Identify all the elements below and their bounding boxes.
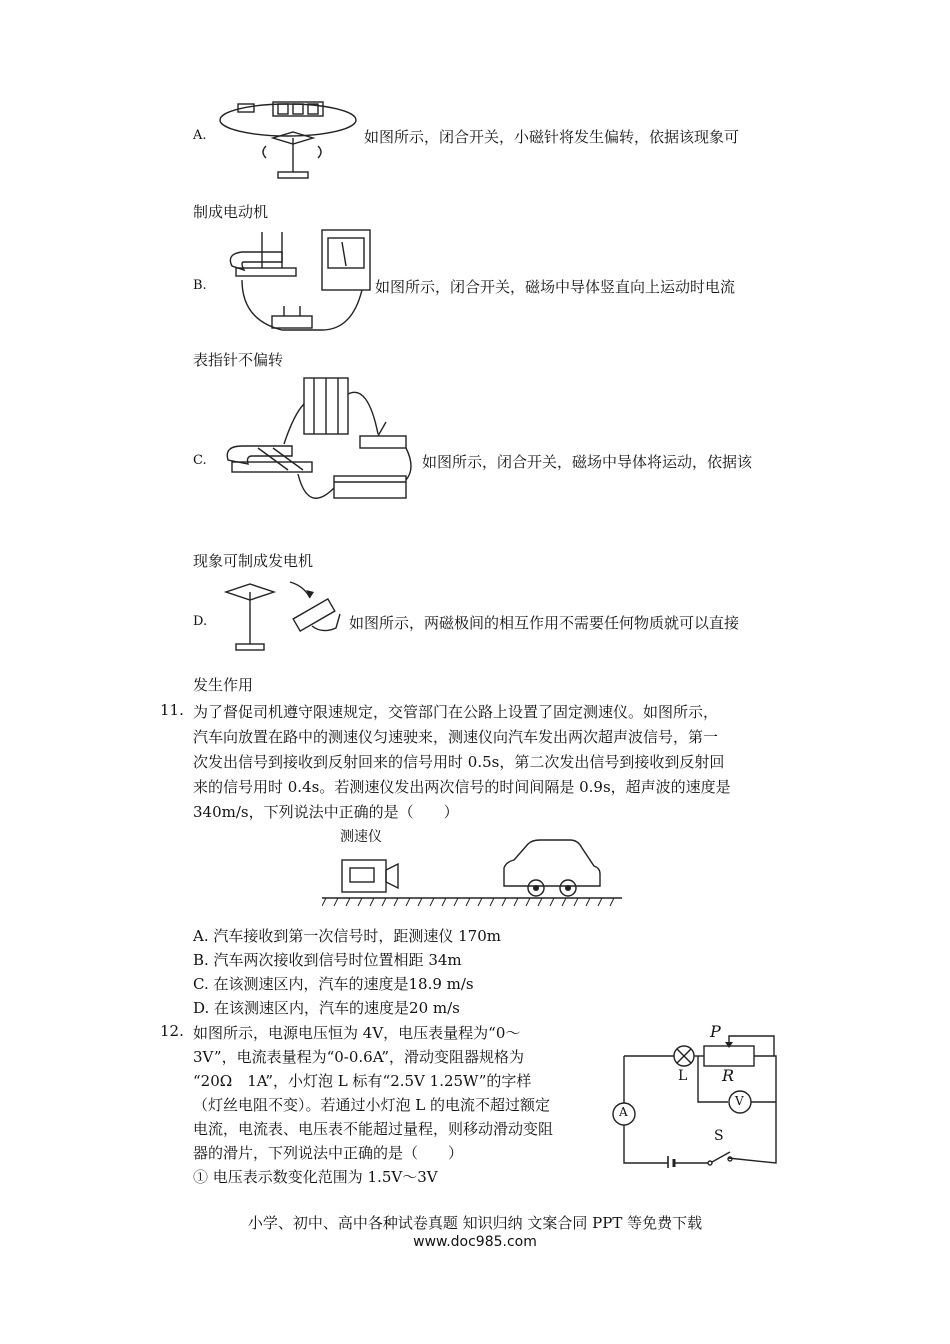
q12-line-7: ① 电压表示数变化范围为 1.5V～3V [193,1168,438,1186]
option-a-letter: A. [193,128,207,143]
q12-line-1: 如图所示，电源电压恒为 4V，电压表量程为“0～ [193,1024,521,1042]
q11-line-2: 汽车向放置在路中的测速仪匀速驶来，测速仪向汽车发出两次超声波信号，第一 [193,728,719,746]
option-d-continued: 发生作用 [193,676,254,694]
q11-line-3: 次发出信号到接收到反射回来的信号用时 0.5s，第二次发出信号到接收到反射回 [193,753,725,771]
option-b-continued: 表指针不偏转 [193,351,284,369]
option-a-continued: 制成电动机 [193,203,269,221]
option-d-text: 如图所示，两磁极间的相互作用不需要任何物质就可以直接 [349,614,740,632]
circuit-label-v: V [735,1094,744,1108]
q12-line-3: “20Ω 1A”，小灯泡 L 标有“2.5V 1.25W”的字样 [193,1072,532,1090]
q11-option-a: A. 汽车接收到第一次信号时，距测速仪 170m [193,927,501,945]
figure-d-compass-magnet [220,572,350,662]
figure-a-compass-coil [218,98,358,188]
circuit-label-l: L [678,1068,688,1084]
q11-option-d: D. 在该测速区内，汽车的速度是20 m/s [193,999,460,1017]
q12-line-2: 3V”，电流表量程为“0-0.6A”，滑动变阻器规格为 [193,1048,525,1066]
option-c-continued: 现象可制成发电机 [193,552,314,570]
q12-line-6: 器的滑片，下列说法中正确的是（ ） [193,1144,464,1162]
q11-line-1: 为了督促司机遵守限速规定，交管部门在公路上设置了固定测速仪。如图所示， [193,703,719,721]
option-b-text: 如图所示，闭合开关，磁场中导体竖直向上运动时电流 [375,278,736,296]
figure-b-induction-galvanometer [222,228,372,338]
q11-speed-radar-figure [322,836,622,910]
option-b-letter: B. [193,278,207,293]
circuit-label-r: R [722,1066,735,1085]
footer-url[interactable]: www.doc985.com [413,1234,537,1250]
q12-line-5: 电流，电流表、电压表不能超过量程，则移动滑动变阻 [193,1120,554,1138]
option-d-letter: D. [193,614,208,629]
q11-line-5: 340m/s，下列说法中正确的是（ ） [193,803,459,821]
q12-line-4: （灯丝电阻不变）。若通过小灯泡 L 的电流不超过额定 [193,1096,550,1114]
q12-number: 12. [160,1022,184,1040]
q11-number: 11. [160,701,184,719]
option-c-text: 如图所示，闭合开关，磁场中导体将运动，依据该 [422,453,753,471]
footer-line-1: 小学、初中、高中各种试卷真题 知识归纳 文案合同 PPT 等免费下载 [247,1214,703,1232]
q12-circuit-diagram [608,1018,794,1168]
figure-c-motor-circuit [218,374,418,522]
q11-figure-label: 测速仪 [340,829,382,845]
circuit-label-s: S [714,1128,724,1144]
option-a-text: 如图所示，闭合开关，小磁针将发生偏转，依据该现象可 [364,128,740,146]
q11-option-c: C. 在该测速区内，汽车的速度是18.9 m/s [193,975,474,993]
circuit-label-a: A [619,1105,628,1119]
option-c-letter: C. [193,453,207,468]
circuit-label-p: P [710,1022,721,1041]
q11-option-b: B. 汽车两次接收到信号时位置相距 34m [193,951,462,969]
q11-line-4: 来的信号用时 0.4s。若测速仪发出两次信号的时间间隔是 0.9s，超声波的速度是 [193,778,731,796]
